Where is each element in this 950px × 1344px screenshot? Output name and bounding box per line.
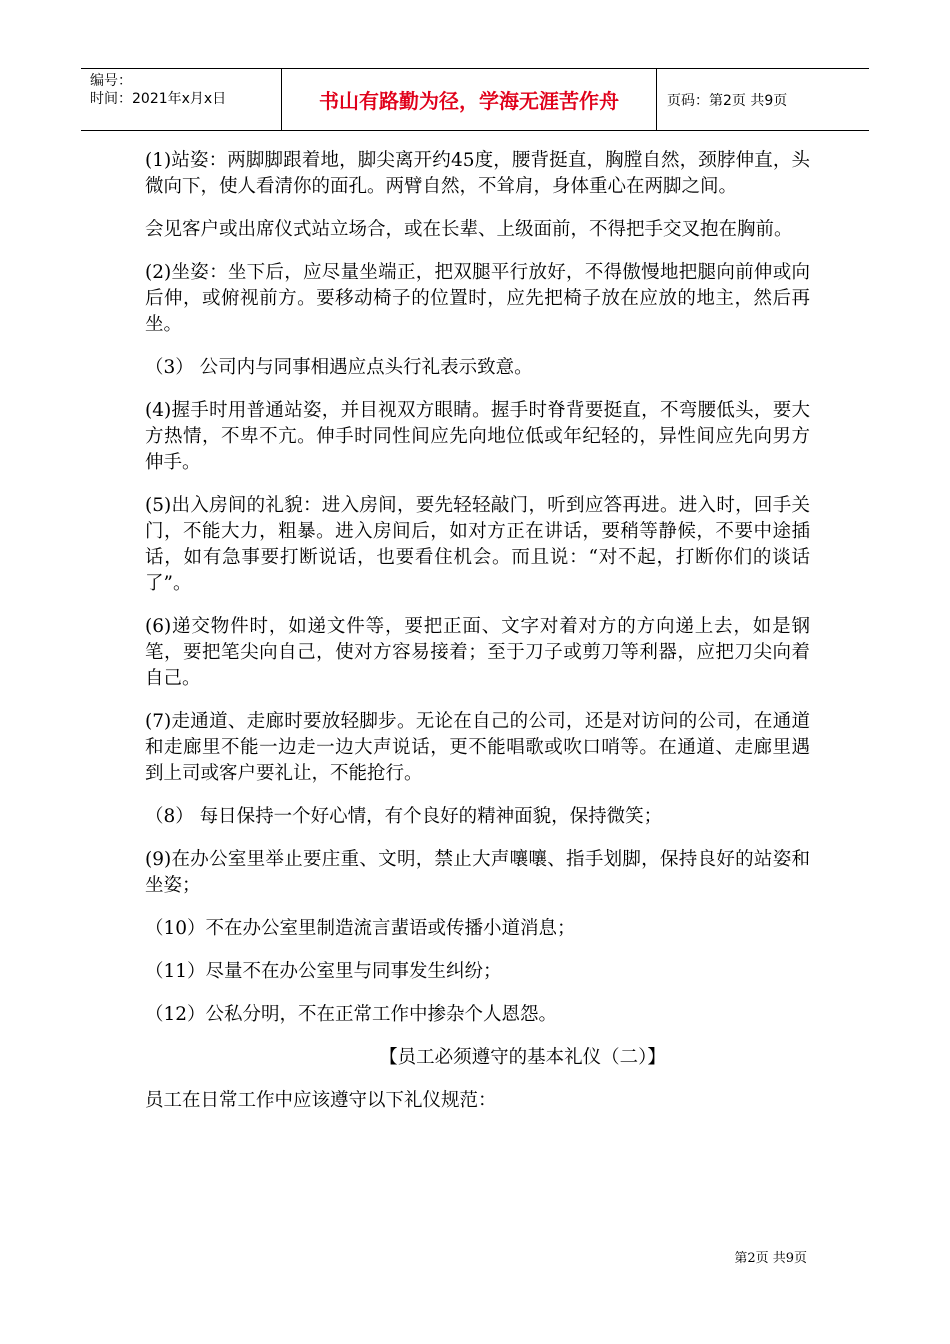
header-motto: 书山有路勤为径，学海无涯苦作舟 [281,69,657,130]
paragraph: (1)站姿：两脚脚跟着地，脚尖离开约45度，腰背挺直，胸膛自然，颈脖伸直，头微向下，使人看清你的面孔。两臂自然，不耸肩，身体重心在两脚之间。 [145,150,810,197]
paragraph: (4)握手时用普通站姿，并目视双方眼睛。握手时脊背要挺直，不弯腰低头，要大方热情，不卑不亢。伸手时同性间应先向地位低或年纪轻的，异性间应先向男方伸手。 [145,400,810,473]
time-label: 时间：2021年x月x日 [90,91,227,107]
paragraph: (9)在办公室里举止要庄重、文明，禁止大声嚷嚷、指手划脚，保持良好的站姿和坐姿； [145,849,810,896]
page-header [81,68,869,131]
paragraph: (5)出入房间的礼貌：进入房间，要先轻轻敲门，听到应答再进。进入时，回手关门，不能大力，粗暴。进入房间后，如对方正在讲话，要稍等静候，不要中途插话，如有急事要打断说话，也要看住机会。而且说：“对不起，打断你们的谈话了”。 [145,495,810,594]
paragraph: 会见客户或出席仪式站立场合，或在长辈、上级面前，不得把手交叉抱在胸前。 [145,219,793,240]
section-heading: 【员工必须遵守的基本礼仪（二）】 [379,1047,666,1068]
number-label: 编号： [90,73,132,89]
paragraph: (6)递交物件时，如递文件等，要把正面、文字对着对方的方向递上去，如是钢笔，要把笔尖向自己，使对方容易接着；至于刀子或剪刀等利器，应把刀尖向着自己。 [145,616,810,689]
document-body [145,148,810,1131]
paragraph: （11）尽量不在办公室里与同事发生纠纷； [145,961,502,982]
paragraph: （10）不在办公室里制造流言蜚语或传播小道消息； [145,918,576,939]
paragraph: （8） 每日保持一个好心情，有个良好的精神面貌，保持微笑； [145,806,663,827]
paragraph: (2)坐姿：坐下后，应尽量坐端正，把双腿平行放好，不得傲慢地把腿向前伸或向后伸，或俯视前方。要移动椅子的位置时，应先把椅子放在应放的地主，然后再坐。 [145,262,810,335]
header-meta [81,69,281,130]
paragraph: （12）公私分明，不在正常工作中掺杂个人恩怨。 [145,1004,558,1025]
paragraph: 员工在日常工作中应该遵守以下礼仪规范： [145,1090,497,1111]
paragraph: (7)走通道、走廊时要放轻脚步。无论在自己的公司，还是对访问的公司，在通道和走廊里不能一边走一边大声说话，更不能唱歌或吹口哨等。在通道、走廊里遇到上司或客户要礼让，不能抢行。 [145,711,810,784]
paragraph: （3） 公司内与同事相遇应点头行礼表示致意。 [145,357,533,378]
header-page-info: 页码：第2页 共9页 [667,92,788,109]
page-footer: 第2页 共9页 [734,1251,807,1266]
